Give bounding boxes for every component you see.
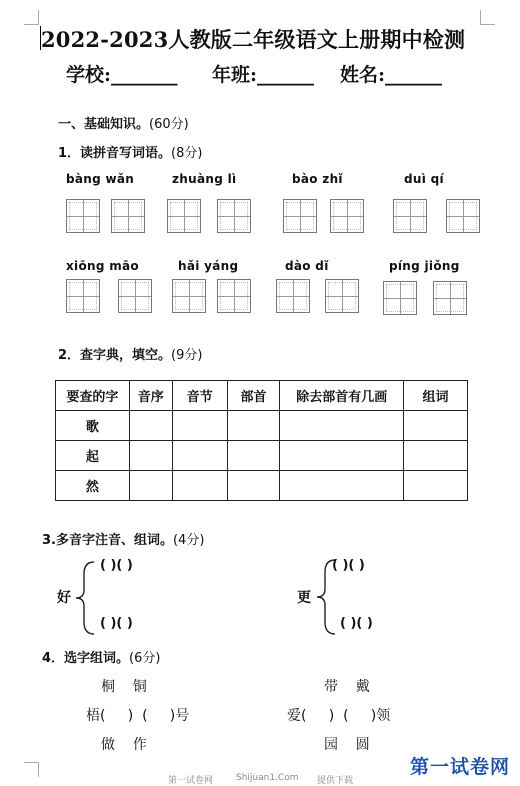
q1-label: 1．读拼音写词语。 [58,146,172,161]
header-cell: 音序 [129,381,172,411]
pinyin-2-4: píng jiǒng [389,259,460,273]
polyphone-1-blank-bottom[interactable]: ( )( ) [100,616,133,631]
answer-cell[interactable] [129,411,172,441]
writing-box[interactable] [172,279,206,313]
corner-mark-top-right [480,10,495,25]
header-cell: 除去部首有几画 [280,381,404,411]
answer-cell[interactable] [404,441,468,471]
header-cell: 要查的字 [56,381,130,411]
answer-cell[interactable] [129,441,172,471]
polyphone-2-blank-top[interactable]: ( )( ) [332,558,365,573]
writing-box[interactable] [393,199,427,233]
q4-chars-1b: 做 作 [101,737,147,753]
answer-cell[interactable] [172,441,227,471]
q4-points: (6分) [129,651,161,666]
polyphone-1-blank-top[interactable]: ( )( ) [100,558,133,573]
q3-label: 3.多音字注音、组词。 [42,533,173,548]
q1-points: (8分) [171,146,203,161]
class-field: 年班:______ [212,64,315,86]
header-cell: 音节 [172,381,227,411]
section1-points: (60分) [149,117,189,132]
writing-box[interactable] [118,279,152,313]
school-field: 学校:_______ [66,64,178,86]
pinyin-2-3: dào dǐ [285,259,329,273]
writing-box[interactable] [325,279,359,313]
answer-cell[interactable] [172,471,227,501]
table-row [56,411,468,441]
header-cell: 部首 [227,381,280,411]
footer-note: 提供下载 [317,776,354,786]
left-brace-icon [74,560,96,636]
answer-cell[interactable] [227,471,280,501]
polyphone-char-1: 好 [57,590,71,606]
writing-box[interactable] [217,199,251,233]
writing-box[interactable] [330,199,364,233]
writing-box[interactable] [66,279,100,313]
writing-box[interactable] [276,279,310,313]
section1-heading [58,113,189,132]
q3-points: (4分) [172,533,205,548]
site-logo: 第一试卷网 [410,756,511,778]
table-row [56,441,468,471]
section1-label: 一、基础知识。 [58,117,150,132]
q2-heading [58,344,202,363]
answer-cell[interactable] [227,441,280,471]
pinyin-1-3: bào zhǐ [292,172,343,186]
q3-heading [42,529,204,548]
q1-heading [58,142,202,161]
writing-box[interactable] [111,199,145,233]
q4-blank-line-2[interactable]: 爱( ) ( )领 [287,708,391,724]
answer-cell[interactable] [404,471,468,501]
q4-chars-2b: 园 圆 [324,737,370,753]
page-title: 2022-2023人教版二年级语文上册期中检测 [41,27,466,52]
writing-box[interactable] [283,199,317,233]
writing-box[interactable] [446,199,480,233]
dictionary-table [55,380,468,501]
pinyin-2-2: hǎi yáng [178,259,239,273]
corner-mark-bottom-left [24,762,39,777]
pinyin-1-4: duì qí [404,172,444,186]
corner-mark-top-left [24,10,39,25]
answer-cell[interactable] [172,411,227,441]
char-cell: 起 [56,441,130,471]
q4-blank-line-1[interactable]: 梧( ) ( )号 [86,708,190,724]
writing-box[interactable] [217,279,251,313]
footer-url[interactable]: Shijuan1.Com [236,773,299,783]
polyphone-2-blank-bottom[interactable]: ( )( ) [340,616,373,631]
q4-chars-2: 带 戴 [324,679,370,695]
answer-cell[interactable] [280,411,404,441]
pinyin-2-1: xiōng māo [66,259,139,273]
polyphone-char-2: 更 [297,590,311,606]
answer-cell[interactable] [280,441,404,471]
answer-cell[interactable] [280,471,404,501]
pinyin-1-1: bàng wǎn [66,172,135,186]
q4-label: 4．选字组词。 [42,651,130,666]
footer-site: 第一试卷网 [168,776,214,786]
answer-cell[interactable] [129,471,172,501]
writing-box[interactable] [66,199,100,233]
answer-cell[interactable] [227,411,280,441]
char-cell: 然 [56,471,130,501]
table-header-row [56,381,468,411]
q2-points: (9分) [171,348,203,363]
q4-heading [42,647,160,666]
writing-box[interactable] [167,199,201,233]
pinyin-1-2: zhuàng lì [172,172,237,186]
answer-cell[interactable] [404,411,468,441]
table-row [56,471,468,501]
q4-chars-1: 桐 铜 [101,679,147,695]
name-field: 姓名:______ [340,64,443,86]
writing-box[interactable] [433,281,467,315]
header-cell: 组词 [404,381,468,411]
writing-box[interactable] [383,281,417,315]
char-cell: 歌 [56,411,130,441]
q2-label: 2．查字典，填空。 [58,348,172,363]
